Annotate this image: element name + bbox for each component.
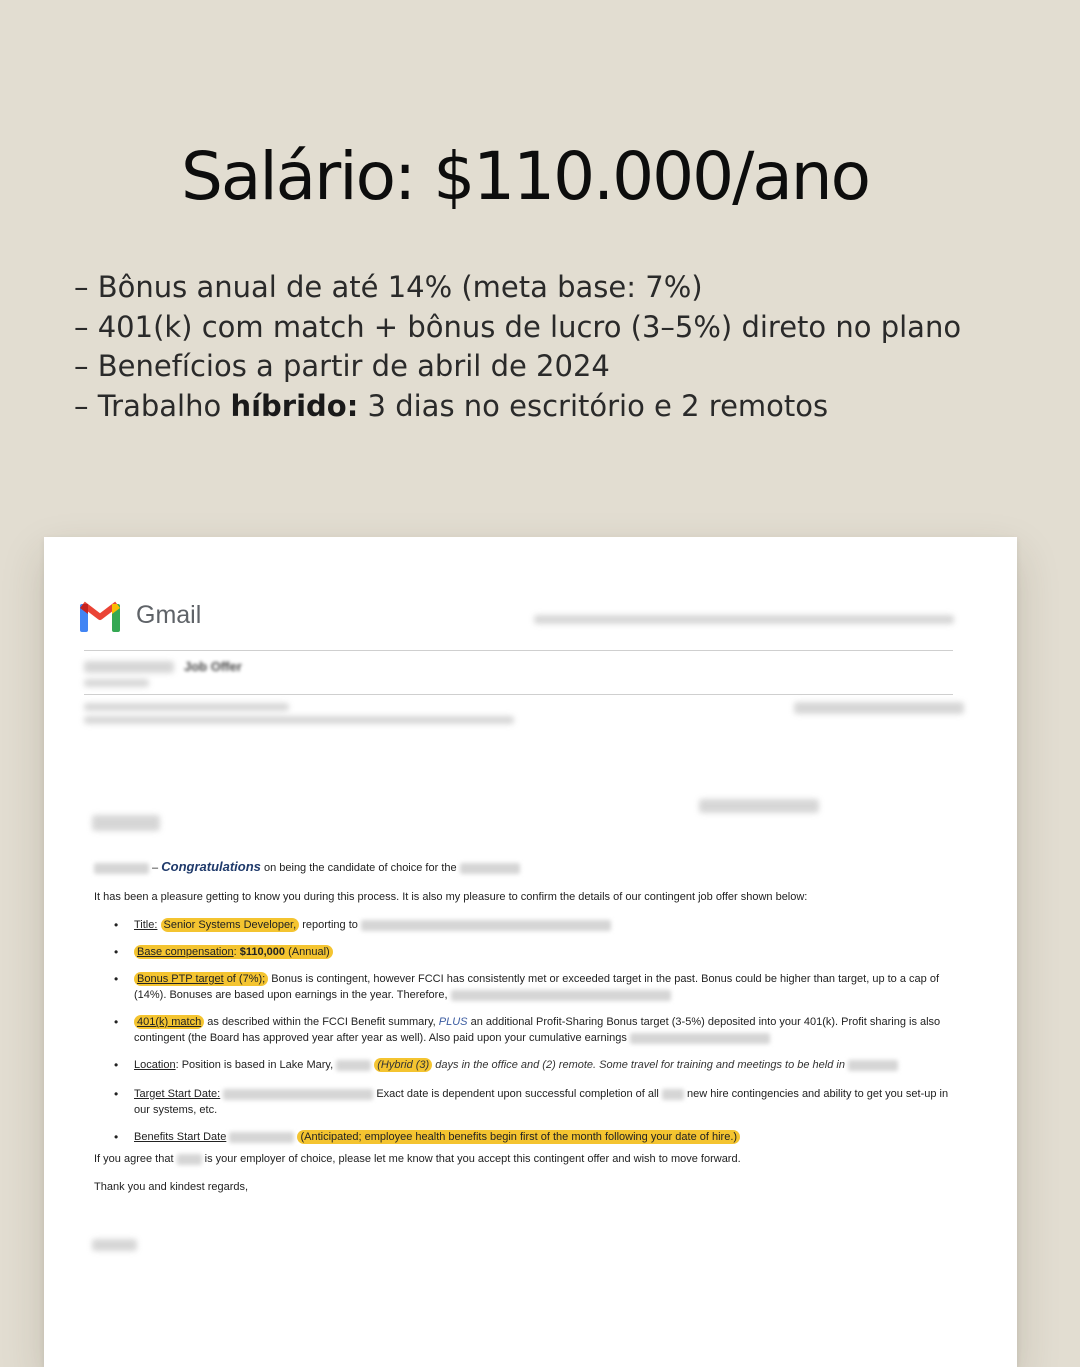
location-days: days in the office and (2) remote. Some travel for training and meetings to be held in [435,1059,845,1071]
start-rest: Exact date is dependent upon successful completion of all [376,1088,659,1100]
divider [84,650,953,651]
title-label: Title: [134,919,158,931]
base-period: (Annual) [288,946,330,958]
k401-rest-a: as described within the FCCI Benefit summary, [207,1016,436,1028]
redacted-greeting [92,815,160,831]
title-rest: reporting to [302,919,358,931]
redacted-signature [92,1239,137,1251]
benefit-bold: híbrido: [230,388,359,423]
benefits-label: Benefits Start Date [134,1131,227,1143]
redacted-meta [84,703,289,711]
gmail-logo-icon [80,599,120,633]
k401-rest-b: an additional Profit-Sharing Bonus target (3-5%) deposited into your 401(k). Profit sharing is also contingent (the Board has approved year after year as well). Also paid upon your cumulative earnings [134,1016,941,1044]
bonus-label: Bonus PTP target [137,973,224,985]
benefit-item: – 401(k) com match + bônus de lucro (3–5%) direto no plano [74,309,962,344]
agree-a: If you agree that [94,1153,174,1165]
location-hybrid: (Hybrid (3) [374,1058,432,1072]
offer-item-location [134,1057,954,1073]
k401-label: 401(k) match [134,1015,204,1029]
closing-line: Thank you and kindest regards, [94,1181,249,1193]
redacted-date [794,702,964,714]
redacted-stamp [699,799,819,813]
redacted-address [534,615,954,624]
base-value: $110,000 [239,946,286,958]
offer-item-bonus [134,971,954,1003]
agree-b: is your employer of choice, please let me know that you accept this contingent offer and wish to move forward. [204,1153,741,1165]
benefit-list [74,268,961,426]
start-rest-b: new hire contingencies and ability to get you set-up in our systems, etc. [134,1088,949,1116]
base-label: Base compensation [137,946,234,958]
bonus-rest: Bonus is contingent, however FCCI has consistently met or exceeded target in the past. Bonus could be higher than target, up to a cap of (14%). Bonuses are based upon earnings in the year. Therefore, [134,973,939,1001]
benefits-value: (Anticipated; employee health benefits begin first of the month following your date of hire.) [297,1130,740,1144]
benefit-item: – Benefícios a partir de abril de 2024 [74,349,610,383]
start-label: Target Start Date: [134,1088,221,1100]
agree-paragraph [94,1151,741,1167]
redacted-recipients [84,716,514,724]
offer-item-base: • Base compensation: $110,000 (Annual) [134,944,954,960]
redacted-sender [84,661,174,673]
location-rest: : Position is based in Lake Mary, [175,1059,334,1071]
congrats-line: – Congratulations on being the candidate of choice for the [94,859,520,876]
congrats-rest: on being the candidate of choice for the [263,862,457,874]
offer-item-benefits [134,1129,954,1145]
benefit-item [74,387,961,427]
divider [84,694,953,695]
offer-item-title [134,917,954,933]
app-name: Gmail [136,601,202,629]
email-subject: Job Offer [184,659,242,674]
location-label: Location [134,1059,176,1071]
title-value: Senior Systems Developer, [161,918,300,932]
offer-list [134,909,954,1145]
offer-item-401k [134,1014,954,1046]
headline: Salário: $110.000/ano [181,138,869,215]
benefit-suffix: 3 dias no escritório e 2 remotos [358,388,829,423]
email-screenshot [44,537,1017,1367]
redacted-meta [84,679,149,687]
congrats-word: Congratulations [161,859,261,874]
benefit-prefix: – Trabalho [74,388,231,423]
offer-item-start [134,1086,954,1118]
k401-plus: PLUS [438,1016,468,1028]
bonus-pct: of (7%); [226,973,266,985]
intro-paragraph: It has been a pleasure getting to know you during this process. It is also my pleasure to confirm the details of our contingent job offer shown below: [94,891,808,903]
benefit-item: – Bônus anual de até 14% (meta base: 7%) [74,270,703,304]
